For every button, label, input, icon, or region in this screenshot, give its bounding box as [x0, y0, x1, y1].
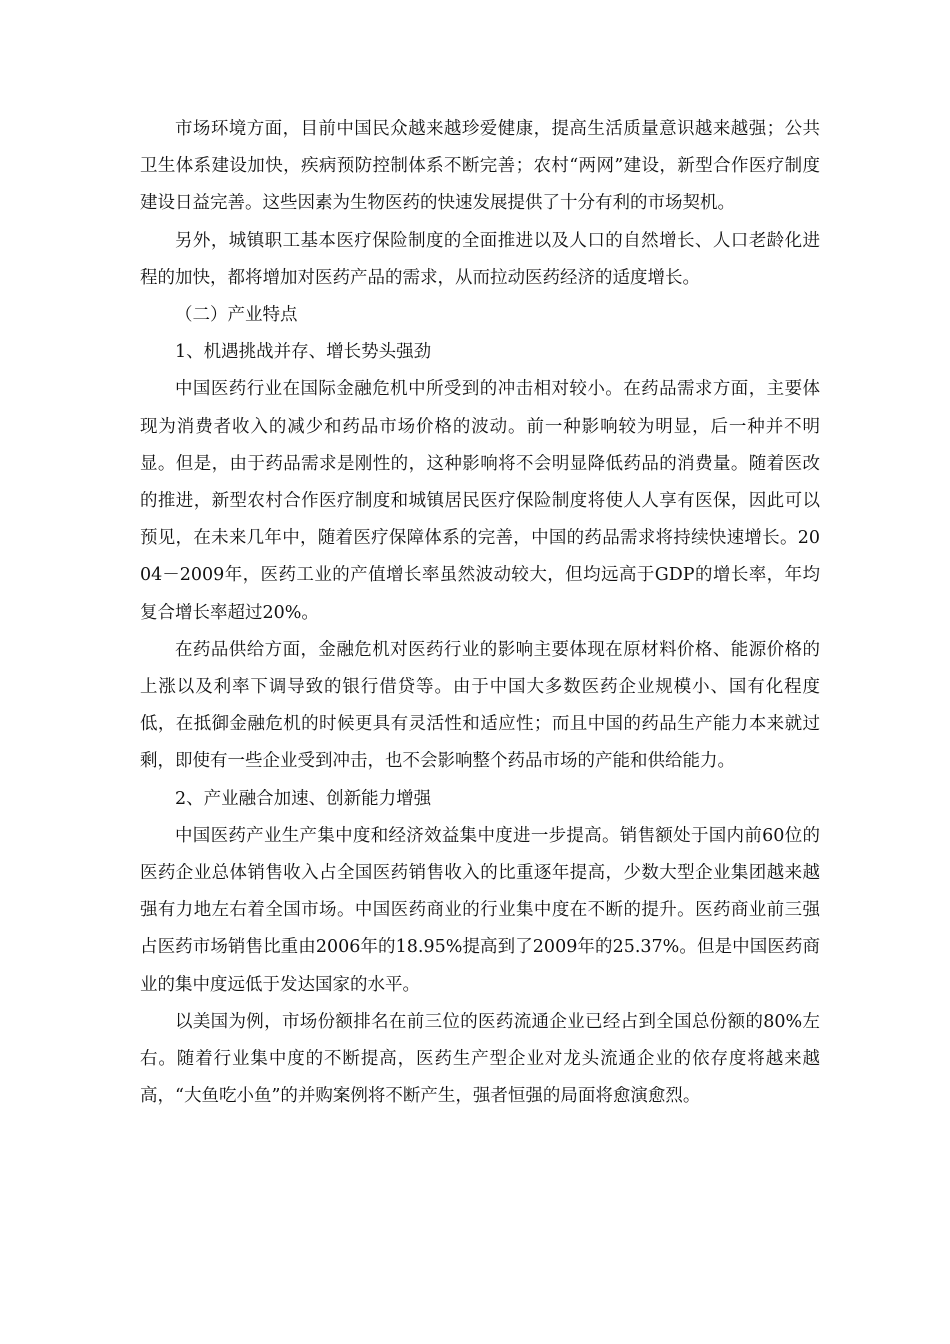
- subheading-industry-integration: 2、产业融合加速、创新能力增强: [175, 788, 432, 809]
- paragraph-drug-demand: 中国医药行业在国际金融危机中所受到的冲击相对较小。在药品需求方面，主要体现为消费者收入的减少和药品市场价格的波动。前一种影响较为明显，后一种并不明显。但是，由于药品需求是刚性的，这种影响将不会明显降低药品的消费量。随着医改的推进，新型农村合作医疗制度和城镇居民医疗保险制度将使人人享有医保，因此可以预见，在未来几年中，随着医疗保障体系的完善，中国的药品需求将持续快速增长。2004－2009年，医药工业的产值增长率虽然波动较大，但均远高于GDP的增长率，年均复合增长率超过20%。: [140, 379, 820, 623]
- paragraph-insurance-demand: 另外，城镇职工基本医疗保险制度的全面推进以及人口的自然增长、人口老龄化进程的加快，都将增加对医药产品的需求，从而拉动医药经济的适度增长。: [140, 230, 820, 288]
- subheading-opportunity-growth: 1、机遇挑战并存、增长势头强劲: [175, 342, 432, 363]
- section-heading-industry-features: （二）产业特点: [175, 305, 298, 326]
- paragraph-market-environment: 市场环境方面，目前中国民众越来越珍爱健康，提高生活质量意识越来越强；公共卫生体系建设加快，疾病预防控制体系不断完善；农村“两网”建设，新型合作医疗制度建设日益完善。这些因素为生物医药的快速发展提供了十分有利的市场契机。: [140, 119, 820, 214]
- paragraph-concentration: 中国医药产业生产集中度和经济效益集中度进一步提高。销售额处于国内前60位的医药企业总体销售收入占全国医药销售收入的比重逐年提高，少数大型企业集团越来越强有力地左右着全国市场。中国医药商业的行业集中度在不断的提升。医药商业前三强占医药市场销售比重由2006年的18.95%提高到了2009年的25.37%。但是中国医药商业的集中度远低于发达国家的水平。: [140, 825, 820, 995]
- document-body: [140, 111, 820, 1115]
- paragraph-us-example: 以美国为例，市场份额排名在前三位的医药流通企业已经占到全国总份额的80%左右。随着行业集中度的不断提高，医药生产型企业对龙头流通企业的依存度将越来越高，“大鱼吃小鱼”的并购案例将不断产生，强者恒强的局面将愈演愈烈。: [140, 1011, 820, 1107]
- paragraph-drug-supply: 在药品供给方面，金融危机对医药行业的影响主要体现在原材料价格、能源价格的上涨以及利率下调导致的银行借贷等。由于中国大多数医药企业规模小、国有化程度低，在抵御金融危机的时候更具有灵活性和适应性；而且中国的药品生产能力本来就过剩，即使有一些企业受到冲击，也不会影响整个药品市场的产能和供给能力。: [140, 639, 820, 772]
